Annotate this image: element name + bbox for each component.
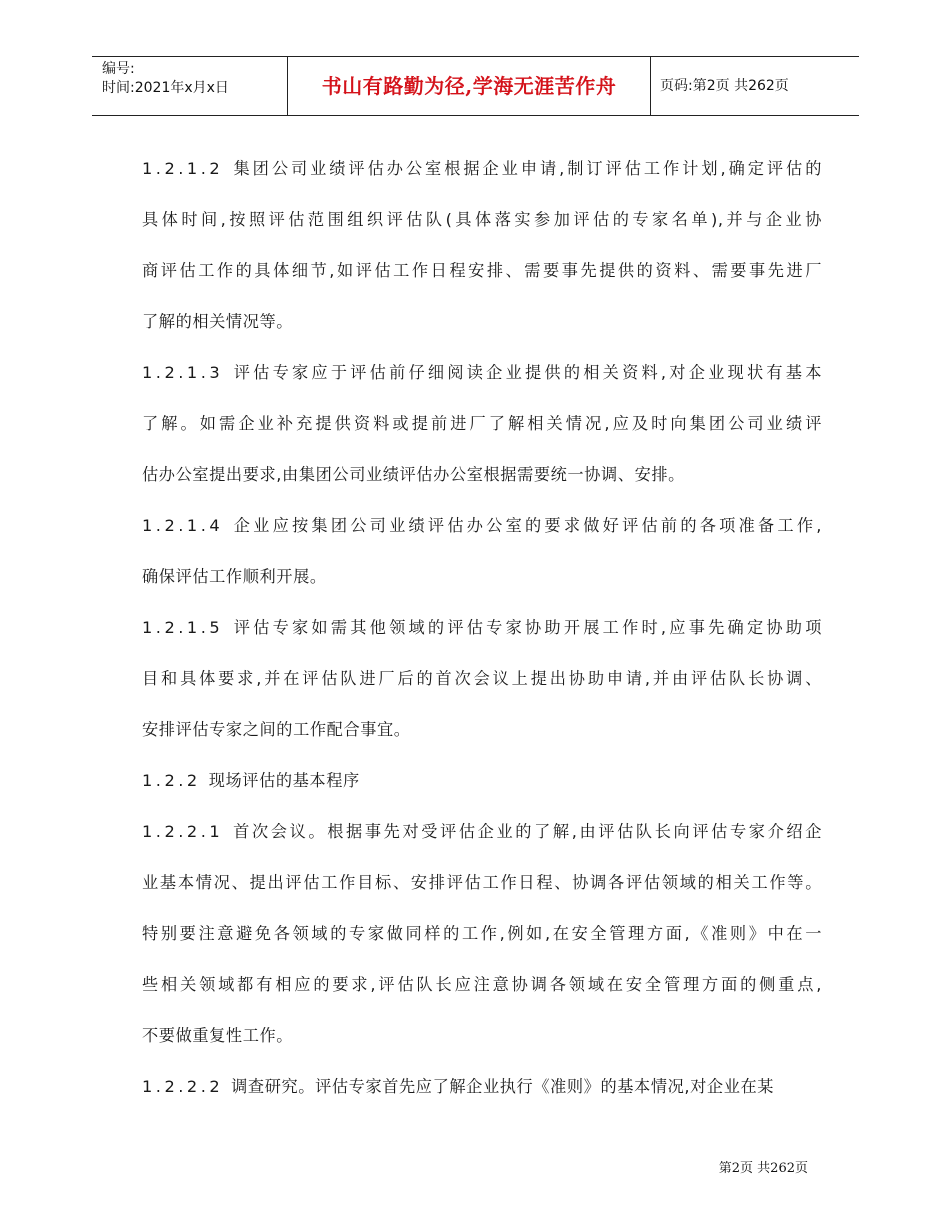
line-text: 安排评估专家之间的工作配合事宜。 <box>142 720 411 739</box>
paragraph-line <box>142 459 822 510</box>
line-text: 业基本情况、提出评估工作目标、安排评估工作日程、协调各评估领域的相关工作等。 <box>142 873 822 892</box>
line-text: 了解。如需企业补充提供资料或提前进厂了解相关情况,应及时向集团公司业绩评 <box>142 414 822 433</box>
footer-page-number: 第2页 共262页 <box>718 1161 808 1176</box>
paragraph-line <box>142 867 822 918</box>
line-text: 特别要注意避免各领域的专家做同样的工作,例如,在安全管理方面,《准则》中在一 <box>142 924 822 943</box>
paragraph-line <box>142 1020 822 1071</box>
paragraph-line <box>142 969 822 1020</box>
line-text: 企业应按集团公司业绩评估办公室的要求做好评估前的各项准备工作, <box>231 516 822 535</box>
paragraph-line <box>142 255 822 306</box>
line-text: 估办公室提出要求,由集团公司业绩评估办公室根据需要统一协调、安排。 <box>142 465 685 484</box>
line-text: 首次会议。根据事先对受评估企业的了解,由评估队长向评估专家介绍企 <box>231 822 822 841</box>
section-line <box>142 153 822 204</box>
paragraph-line <box>142 918 822 969</box>
line-text: 现场评估的基本程序 <box>208 771 360 790</box>
document-body <box>142 153 822 1122</box>
section-line <box>142 765 822 816</box>
section-number: 1.2.2.1 <box>142 822 224 841</box>
line-text: 不要做重复性工作。 <box>142 1026 294 1045</box>
line-text: 集团公司业绩评估办公室根据企业申请,制订评估工作计划,确定评估的 <box>231 159 822 178</box>
line-text: 评估专家如需其他领域的评估专家协助开展工作时,应事先确定协助项 <box>231 618 822 637</box>
paragraph-line <box>142 561 822 612</box>
section-line <box>142 816 822 867</box>
line-text: 调查研究。评估专家首先应了解企业执行《准则》的基本情况,对企业在某 <box>231 1077 775 1096</box>
line-text: 目和具体要求,并在评估队进厂后的首次会议上提出协助申请,并由评估队长协调、 <box>142 669 822 688</box>
section-number: 1.2.1.2 <box>142 159 224 178</box>
paragraph-line <box>142 663 822 714</box>
section-number: 1.2.1.5 <box>142 618 224 637</box>
header-divider <box>650 57 651 115</box>
section-number: 1.2.2.2 <box>142 1077 224 1096</box>
section-number: 1.2.1.3 <box>142 363 224 382</box>
section-line <box>142 357 822 408</box>
section-line <box>142 1071 822 1122</box>
line-text: 商评估工作的具体细节,如评估工作日程安排、需要事先提供的资料、需要事先进厂 <box>142 261 822 280</box>
document-date-label: 时间:2021年x月x日 <box>102 80 229 96</box>
paragraph-line <box>142 408 822 459</box>
paragraph-line <box>142 714 822 765</box>
document-code-label: 编号: <box>102 61 135 77</box>
page-header <box>92 56 859 116</box>
paragraph-line <box>142 204 822 255</box>
line-text: 些相关领域都有相应的要求,评估队长应注意协调各领域在安全管理方面的侧重点, <box>142 975 822 994</box>
header-page-number: 页码:第2页 共262页 <box>660 78 789 94</box>
section-line <box>142 612 822 663</box>
line-text: 具体时间,按照评估范围组织评估队(具体落实参加评估的专家名单),并与企业协 <box>142 210 822 229</box>
line-text: 确保评估工作顺利开展。 <box>142 567 327 586</box>
line-text: 了解的相关情况等。 <box>142 312 294 331</box>
header-motto: 书山有路勤为径,学海无涯苦作舟 <box>321 74 617 98</box>
section-line <box>142 510 822 561</box>
line-text: 评估专家应于评估前仔细阅读企业提供的相关资料,对企业现状有基本 <box>231 363 822 382</box>
section-number: 1.2.2 <box>142 771 201 790</box>
header-meta <box>102 60 229 98</box>
section-number: 1.2.1.4 <box>142 516 224 535</box>
paragraph-line <box>142 306 822 357</box>
